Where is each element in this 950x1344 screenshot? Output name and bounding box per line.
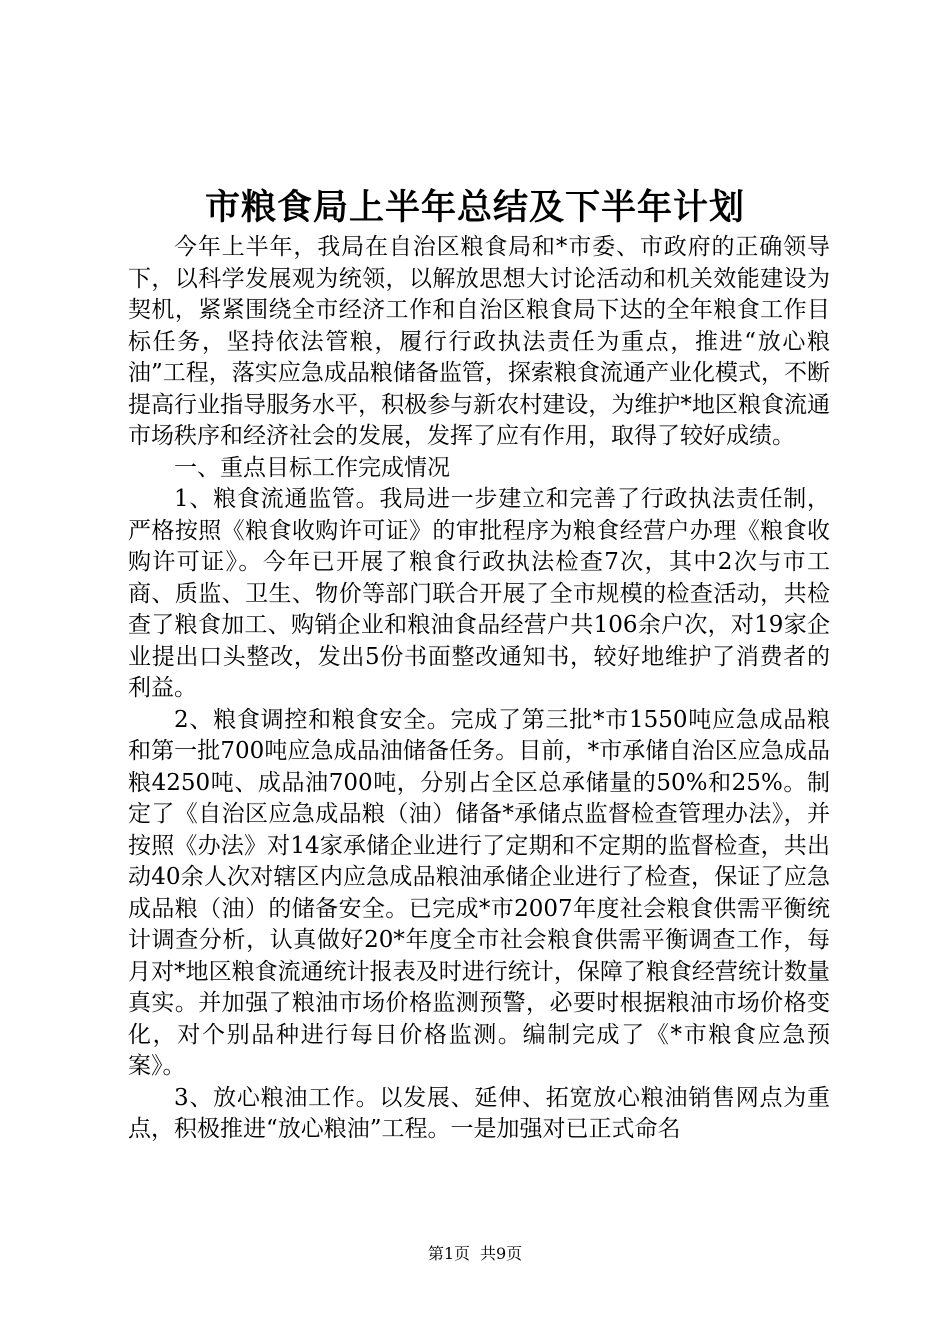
page-total: 共9页 [480,1244,523,1263]
intro-paragraph: 今年上半年，我局在自治区粮食局和*市委、市政府的正确领导下，以科学发展观为统领，以解放思想大讨论活动和机关效能建设为契机，紧紧围绕全市经济工作和自治区粮食局下达的全年粮食工作目标任务，坚持依法管粮，履行行政执法责任为重点，推进“放心粮油”工程，落实应急成品粮储备监管，探索粮食流通产业化模式，不断提高行业指导服务水平，积极参与新农村建设，为维护*地区粮食流通市场秩序和经济社会的发展，发挥了应有作用，取得了较好成绩。 [128,234,830,449]
document-body [128,232,830,1146]
page-footer [0,1244,950,1264]
body-paragraph-grain-security: 2、粮食调控和粮食安全。完成了第三批*市1550吨应急成品粮和第一批700吨应急成品油储备任务。目前，*市承储自治区应急成品粮4250吨、成品油700吨，分别占全区总承储量的50%和25%。制定了《自治区应急成品粮（油）储备*承储点监督检查管理办法》，并按照《办法》对14家承储企业进行了定期和不定期的监督检查，共出动40余人次对辖区内应急成品粮油承储企业进行了检查，保证了应急成品粮（油）的储备安全。已完成*市2007年度社会粮食供需平衡统计调查分析，认真做好20*年度全市社会粮食供需平衡调查工作，每月对*地区粮食流通统计报表及时进行统计，保障了粮食经营统计数量真实。并加强了粮油市场价格监测预警，必要时根据粮油市场价格变化，对个别品种进行每日价格监测。编制完成了《*市粮食应急预案》。 [128,706,830,1079]
page-number: 第1页 [427,1244,470,1263]
section-heading: 一、重点目标工作完成情况 [174,454,450,481]
document-title: 市粮食局上半年总结及下半年计划 [204,187,745,228]
body-paragraph-grain-supervision: 1、粮食流通监管。我局进一步建立和完善了行政执法责任制，严格按照《粮食收购许可证》的审批程序为粮食经营户办理《粮食收购许可证》。今年已开展了粮食行政执法检查7次，其中2次与市工商、质监、卫生、物价等部门联合开展了全市规模的检查活动，共检查了粮食加工、购销企业和粮油食品经营户共106余户次，对19家企业提出口头整改，发出5份书面整改通知书，较好地维护了消费者的利益。 [128,486,830,701]
body-paragraph-safe-grain-oil: 3、放心粮油工作。以发展、延伸、拓宽放心粮油销售网点为重点，积极推进“放心粮油”工程。一是加强对已正式命名 [128,1084,830,1142]
